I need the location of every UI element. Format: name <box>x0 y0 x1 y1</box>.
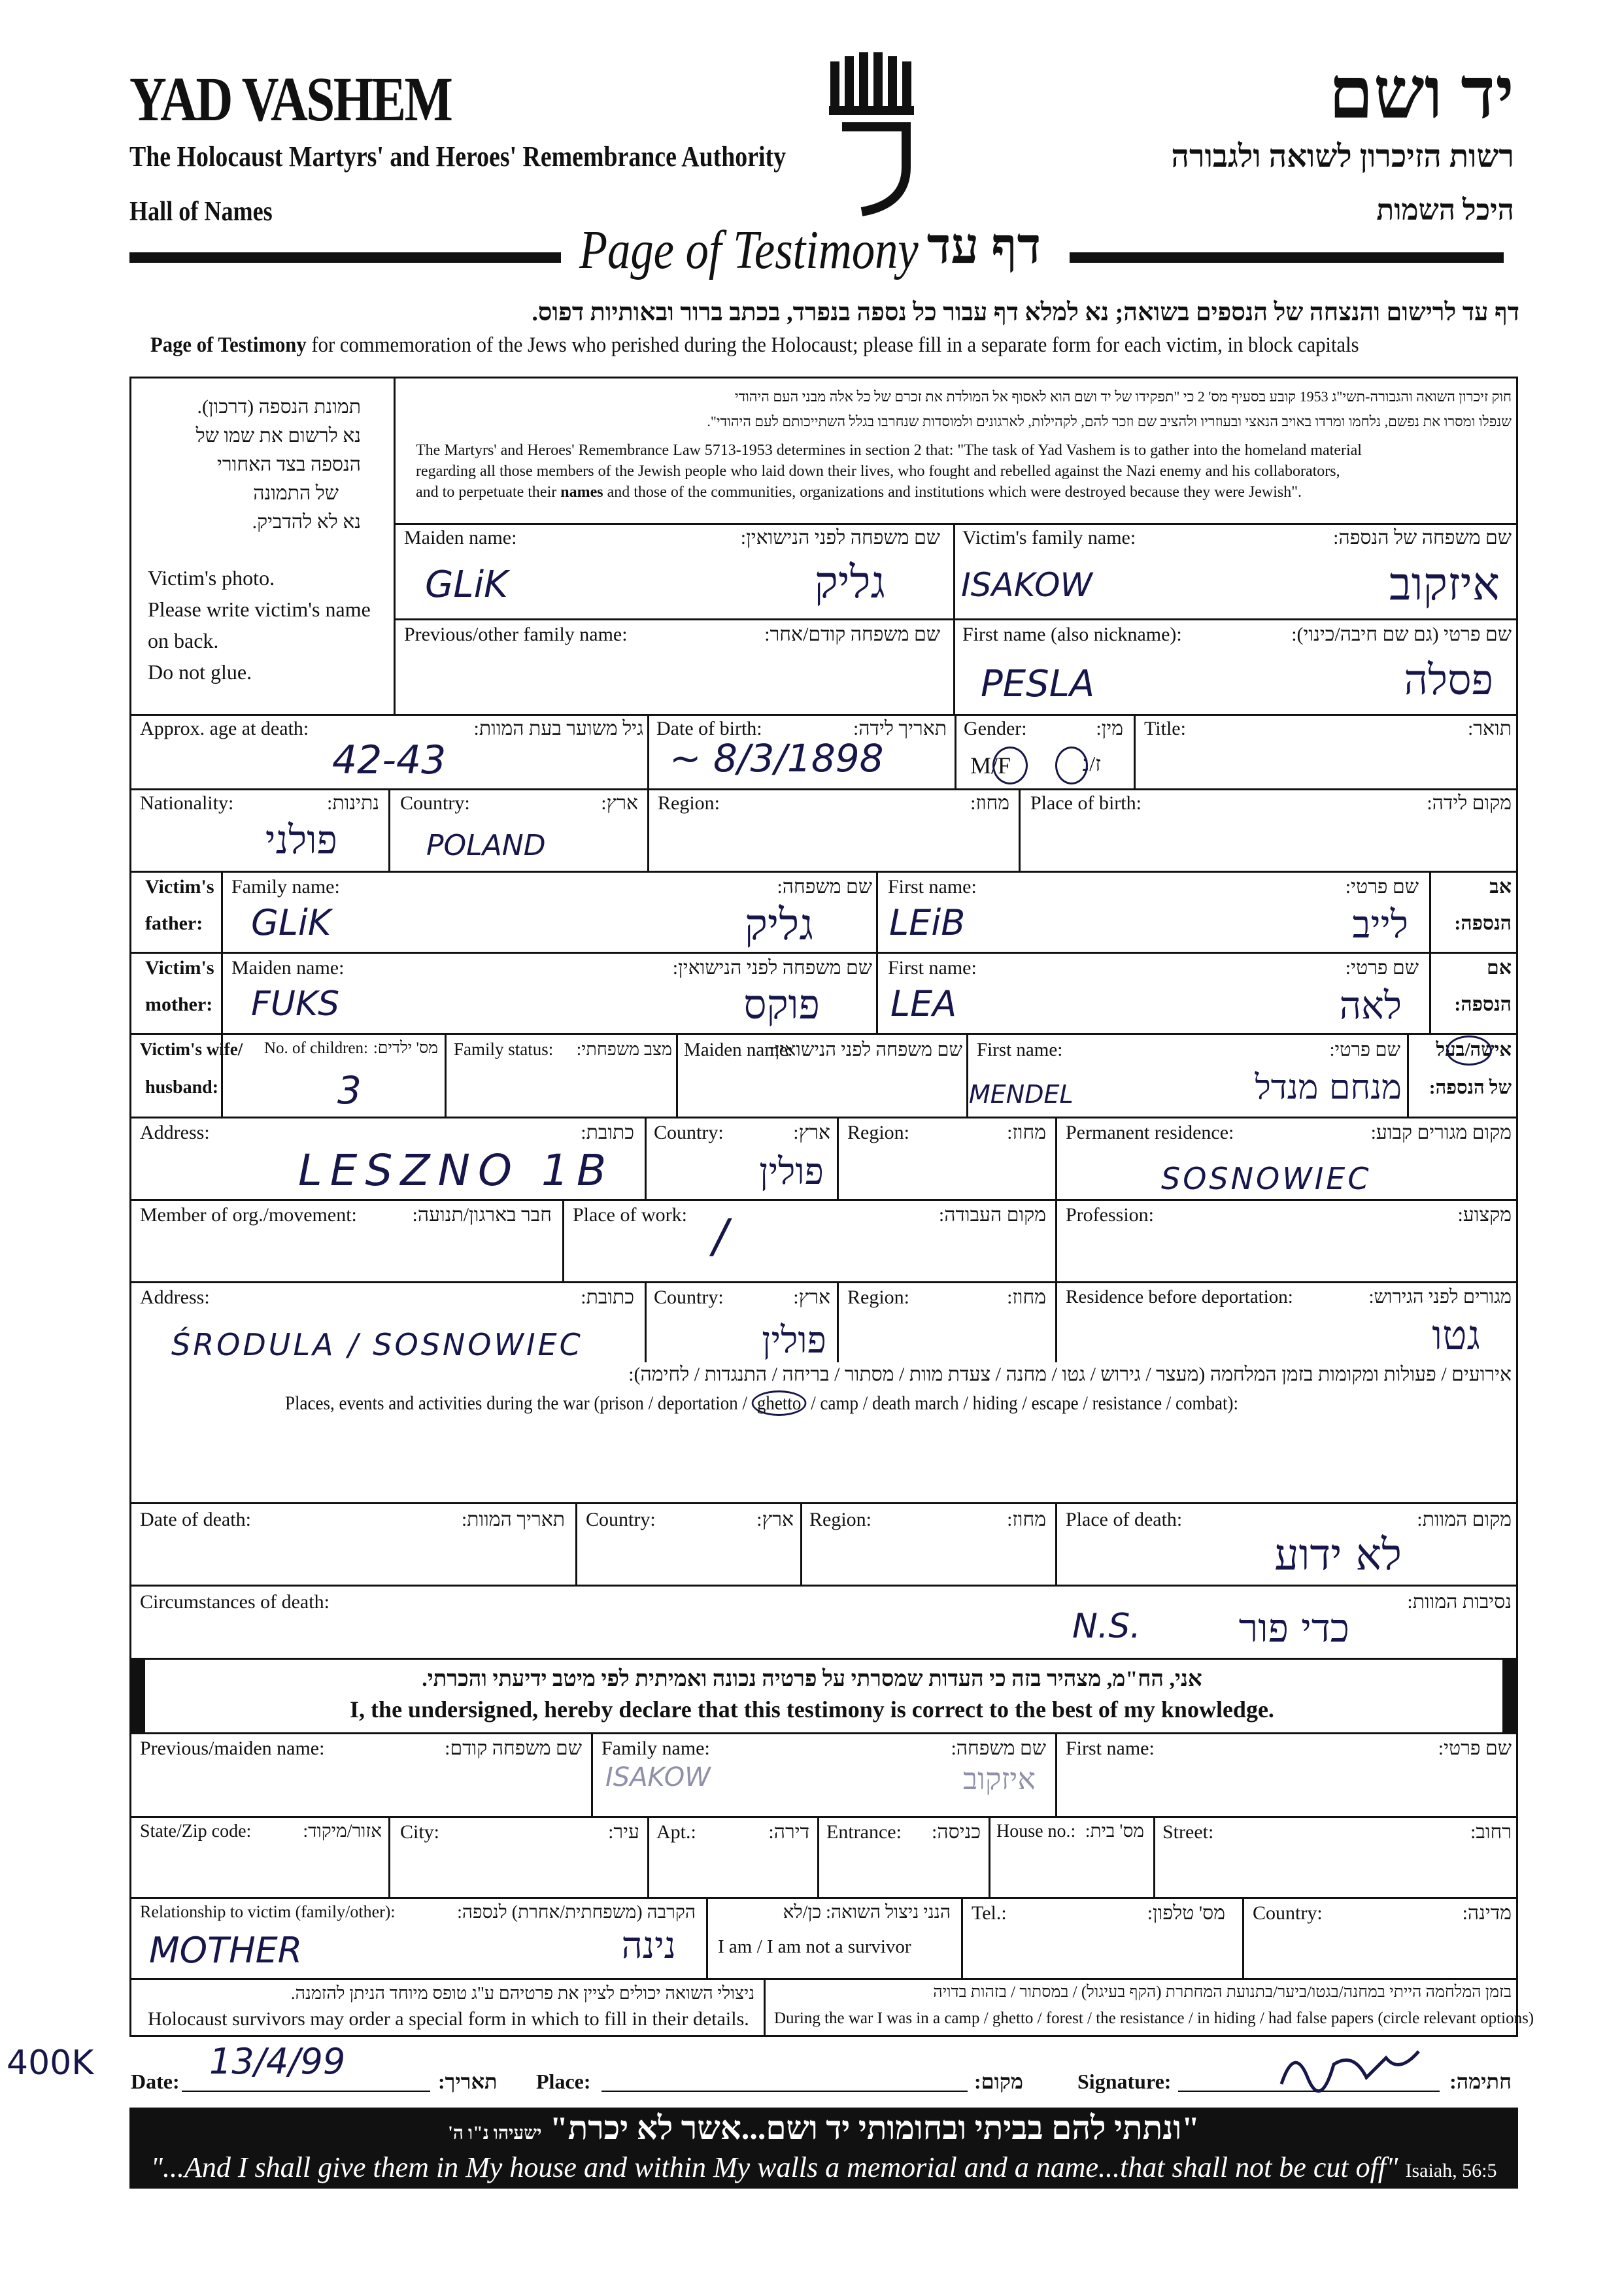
photo-he-1: תמונת הנספה (דרכון). <box>197 396 361 418</box>
divider-sub2-e <box>1153 1816 1155 1897</box>
title-label-he: תואר: <box>1467 718 1512 739</box>
margin-note: 400K <box>7 2043 94 2083</box>
apt-label-he: דירה: <box>768 1821 809 1843</box>
spouse-first-value-en[interactable]: MENDEL <box>969 1080 1074 1109</box>
perm-res-label-he: מקום מגורים קבוע: <box>1370 1122 1512 1143</box>
address-country-value[interactable]: פולין <box>759 1151 824 1193</box>
subtitle-en <box>150 333 1359 358</box>
entrance-label: Entrance: <box>826 1821 902 1843</box>
photo-en-4: Do not glue. <box>148 660 252 684</box>
prev-family-label-he: שם משפחה קודם/אחר: <box>764 624 940 645</box>
divider-sub3-c <box>1242 1897 1244 1978</box>
deport-region-label: Region: <box>847 1286 909 1308</box>
rule-declare-top <box>129 1658 1518 1660</box>
place-label: Place: <box>536 2070 591 2093</box>
family-name-value-en[interactable]: ISAKOW <box>961 566 1092 604</box>
address-region-label: Region: <box>847 1122 909 1143</box>
maiden-name-label: Maiden name: <box>404 527 517 548</box>
verse-he-text: "ונתתי להם בביתי ובחומותי יד ושם...אשר לא יכרת" <box>549 2110 1200 2146</box>
date-label: Date: <box>131 2070 180 2093</box>
children-label: No. of children: <box>264 1039 368 1057</box>
place-label-he: מקום: <box>974 2070 1023 2093</box>
deport-country-label-he: ארץ: <box>793 1286 830 1308</box>
spouse-of-victim-label-he: של הנספה: <box>1429 1077 1512 1098</box>
spouse-maiden-label-he: שם משפחה לפני הנישואין: <box>769 1039 962 1060</box>
form-title-he: דף עד <box>926 219 1041 274</box>
member-label: Member of org./movement: <box>140 1204 357 1226</box>
deport-address-label: Address: <box>140 1286 210 1308</box>
res-before-label: Residence before deportation: <box>1066 1286 1293 1307</box>
rule-notes-top <box>129 1978 1518 1980</box>
victim-family-label: Victim's family name: <box>962 527 1136 548</box>
gender-label: Gender: <box>964 718 1027 739</box>
rule-spouse-top <box>129 1033 1518 1035</box>
nationality-value[interactable]: פולני <box>265 817 337 863</box>
first-name-value-en[interactable]: PESLA <box>981 663 1095 705</box>
title-rule-right <box>1070 252 1504 263</box>
death-region-label-he: מחוז: <box>1007 1509 1046 1530</box>
date-underline <box>182 2091 430 2092</box>
workplace-value[interactable]: / <box>713 1209 728 1263</box>
divider-member-work <box>562 1199 564 1281</box>
family-name-value-he[interactable]: איזקוב <box>1389 557 1500 611</box>
member-label-he: חבר בארגון/תנועה: <box>412 1204 552 1226</box>
relationship-value[interactable]: MOTHER <box>149 1930 303 1971</box>
divider-deport-res <box>1055 1281 1057 1362</box>
divider-sub1-a <box>591 1732 593 1816</box>
verse-en <box>129 2151 1518 2184</box>
prev-family-label: Previous/other family name: <box>404 624 628 645</box>
divider-sub3-b <box>961 1897 963 1978</box>
signature-label-he: חתימה: <box>1449 2070 1512 2093</box>
divider-notes <box>764 1978 766 2037</box>
sub-family-label: Family name: <box>601 1738 710 1759</box>
father-family-label: Family name: <box>231 876 340 898</box>
victims-mother-label-1: Victim's <box>145 957 214 979</box>
country-label: Country: <box>400 792 470 814</box>
address-label: Address: <box>140 1122 210 1143</box>
divider-country-region-2 <box>837 1117 839 1199</box>
photo-he-3: הנספה בצד האחורי <box>217 454 361 475</box>
mother-maiden-value-he[interactable]: פוקס <box>743 981 820 1028</box>
rule-mother-top <box>129 952 1518 954</box>
photo-en-3: on back. <box>148 629 219 652</box>
perm-res-label: Permanent residence: <box>1066 1122 1234 1143</box>
divider-sub3-a <box>706 1897 708 1978</box>
workplace-label-he: מקום העבודה: <box>938 1204 1046 1226</box>
circ-value-en[interactable]: N.S. <box>1072 1607 1141 1646</box>
divider-spouse-he <box>1407 1033 1409 1117</box>
father-first-label: First name: <box>888 876 977 898</box>
subtitle-en-bold: Page of Testimony <box>150 333 307 357</box>
mother-first-value-en[interactable]: LEA <box>890 983 957 1024</box>
house-no-label: House no.: <box>996 1821 1076 1841</box>
father-av-label: אב <box>1489 876 1512 898</box>
mother-em-label: אם <box>1487 957 1512 979</box>
father-first-label-he: שם פרטי: <box>1345 876 1419 898</box>
house-no-label-he: מס' בית: <box>1085 1821 1144 1841</box>
prev-maiden-label: Previous/maiden name: <box>140 1738 325 1759</box>
sub-family-value-en[interactable]: ISAKOW <box>605 1762 711 1792</box>
prev-maiden-label-he: שם משפחה קודם: <box>445 1738 582 1759</box>
law-en-3 <box>416 484 1302 501</box>
dob-value[interactable]: ~ 8/3/1898 <box>669 736 884 781</box>
photo-he-2: נא לרשום את שמו של <box>195 425 361 446</box>
verse-en-text: "...And I shall give them in My house and within My walls a memorial and a name...that shall not be cut off" <box>150 2151 1398 2183</box>
circ-label-he: נסיבות המוות: <box>1407 1591 1512 1613</box>
divider-work-profession <box>1055 1199 1057 1281</box>
mother-first-label-he: שם פרטי: <box>1345 957 1419 979</box>
address-country-label: Country: <box>654 1122 724 1143</box>
death-country-label: Country: <box>586 1509 656 1530</box>
law-en-1: The Martyrs' and Heroes' Remembrance Law 5713-1953 determines in section 2 that: "The task of Yad Vashem is to gather into the homeland material <box>416 442 1362 459</box>
spouse-label-1: Victim's wife/ <box>140 1039 243 1059</box>
victim-family-label-he: שם משפחה של הנספה: <box>1333 527 1512 548</box>
survivor-label-he: הנני ניצול השואה: כן/לא <box>783 1902 951 1923</box>
declare-he: אני, הח"מ, מצהיר בזה כי העדות שמסרתי על פרטיה נכונה ואמיתית לפי מיטב ידיעתי והכרתי. <box>422 1667 1202 1691</box>
divider-father-label <box>221 871 223 1117</box>
father-first-value-he[interactable]: לייב <box>1352 902 1408 947</box>
street-label-he: רחוב: <box>1470 1821 1512 1843</box>
res-before-label-he: מגורים לפני הגירוש: <box>1368 1286 1512 1307</box>
divider-deport-country <box>645 1281 647 1362</box>
address-region-label-he: מחוז: <box>1007 1122 1046 1143</box>
dod-label: Date of death: <box>140 1509 251 1530</box>
divider-spouse-status <box>676 1033 678 1117</box>
rule-deport-top <box>129 1281 1518 1283</box>
divider-sub2-a <box>388 1816 390 1897</box>
family-status-label: Family status: <box>454 1039 554 1059</box>
age-value[interactable]: 42-43 <box>332 737 447 783</box>
death-country-label-he: ארץ: <box>756 1509 794 1530</box>
spouse-first-label: First name: <box>977 1039 1063 1060</box>
law-he-1: חוק זיכרון השואה והגבורה-תשי"ג 1953 קובע בסעיף מס' 2 כי "תפקידו של יד ושם הוא לאסוף אל המולדת את זכרם של כל אלה מבני העם היהודי <box>734 388 1512 405</box>
perm-res-value[interactable]: SOSNOWIEC <box>1161 1161 1372 1196</box>
divider-sub2-c <box>817 1816 819 1897</box>
divider-death-place <box>1055 1502 1057 1585</box>
children-label-he: מס' ילדים: <box>373 1039 438 1057</box>
gender-f-circle <box>992 747 1028 784</box>
wartime-en: During the war I was in a camp / ghetto / forest / the resistance / in hiding / had false papers (circle relevant options) <box>774 2009 1534 2027</box>
circ-value-he[interactable]: כדי פור <box>1238 1605 1349 1651</box>
first-name-nick-label-he: שם פרטי (גם שם חיבה/כינוי): <box>1291 624 1512 645</box>
date-value[interactable]: 13/4/99 <box>209 2041 346 2082</box>
signature-label: Signature: <box>1077 2070 1172 2093</box>
mother-maiden-value-en[interactable]: FUKS <box>251 984 340 1024</box>
verse-he <box>129 2109 1518 2147</box>
maiden-name-value-he[interactable]: גליק <box>814 557 885 609</box>
mother-first-value-he[interactable]: לאה <box>1339 983 1402 1028</box>
rule-member-top <box>129 1199 1518 1201</box>
law-en-3b: names <box>560 484 603 501</box>
relationship-label: Relationship to victim (family/other): <box>140 1902 396 1921</box>
events-ghetto: ghetto <box>752 1390 807 1416</box>
father-family-value-en[interactable]: GLiK <box>251 902 331 943</box>
place-underline <box>601 2091 968 2092</box>
profession-label: Profession: <box>1066 1204 1154 1226</box>
events-en-1: Places, events and activities during the war (prison / deportation / <box>285 1392 752 1414</box>
law-en-2: regarding all those members of the Jewish people who laid down their lives, who fought and rebelled against the Nazi enemy and his collaborators, <box>416 463 1340 480</box>
region-label: Region: <box>658 792 720 814</box>
country-value[interactable]: POLAND <box>426 829 546 862</box>
mother-maiden-label-he: שם משפחה לפני הנישואין: <box>672 957 872 979</box>
title-rule-left <box>129 252 561 263</box>
first-name-value-he[interactable]: פסלה <box>1404 656 1493 705</box>
deport-country-label: Country: <box>654 1286 724 1308</box>
law-he-2: שנפלו ומסרו את נפשם, נלחמו ומרדו באויב הנאצי ובעוזריו ולהציב שם וזכר להם, לקהילות, לארגונים ולמוסדות שנחרבו בגלל השתייכותם לעם היהודי". <box>707 413 1512 429</box>
photo-en-2: Please write victim's name <box>148 597 371 621</box>
entrance-label-he: כניסה: <box>932 1821 981 1843</box>
yad-vashem-logo <box>822 50 927 220</box>
authority-en: The Holocaust Martyrs' and Heroes' Remembrance Authority <box>129 141 787 173</box>
rule-nat-top <box>129 788 1518 790</box>
events-label-he: אירועים / פעולות ומקומות בזמן המלחמה (מעצר / גירוש / גטו / מחנה / צעדת מוות / מסתור / בריחה / התנגדות / לחימה): <box>628 1364 1512 1385</box>
events-label-en <box>285 1392 1238 1415</box>
subtitle-en-rest: for commemoration of the Jews who perished during the Holocaust; please fill in a separate form for each victim, in block capitals <box>311 333 1359 357</box>
victims-father-label-1: Victim's <box>145 876 214 898</box>
res-before-value[interactable]: גטו <box>1432 1311 1480 1359</box>
apt-label: Apt.: <box>656 1821 696 1843</box>
father-first-value-en[interactable]: LEiB <box>889 902 966 943</box>
nationality-label-he: נתינות: <box>327 792 379 814</box>
rule-death-top <box>129 1502 1518 1504</box>
org-name-he: יד ושם <box>1328 54 1514 133</box>
pod-label: Place of death: <box>1066 1509 1183 1530</box>
tel-label-he: מס' טלפון: <box>1147 1902 1225 1924</box>
death-region-label: Region: <box>809 1509 871 1530</box>
gender-he-circle <box>1055 747 1088 784</box>
photo-box-right <box>394 377 396 714</box>
divider-sub1-b <box>1055 1732 1057 1816</box>
photo-en-1: Victim's photo. <box>148 566 275 590</box>
divider-country-region <box>647 788 649 871</box>
rule-sub3-top <box>129 1897 1518 1899</box>
hall-of-names-he: היכל השמות <box>1376 194 1514 226</box>
special-form-en: Holocaust survivors may order a special form in which to fill in their details. <box>148 2008 749 2030</box>
profession-label-he: מקצוע: <box>1457 1204 1512 1226</box>
spouse-first-value-he[interactable]: מנחם מנדל <box>1255 1068 1402 1107</box>
divider-address-country <box>645 1117 647 1199</box>
sub-first-label: First name: <box>1066 1738 1155 1759</box>
father-family-value-he[interactable]: גליק <box>744 899 813 950</box>
nationality-label: Nationality: <box>140 792 234 814</box>
deport-address-label-he: כתובת: <box>581 1286 634 1308</box>
date-label-he: תאריך: <box>438 2070 498 2093</box>
tel-label: Tel.: <box>972 1902 1007 1924</box>
verse-en-ref: Isaiah, 56:5 <box>1405 2160 1497 2181</box>
law-en-3c: and those of the communities, organizations and institutions which were destroyed because they were Jewish". <box>603 484 1302 501</box>
special-form-he: ניצולי השואה יכולים לציין את פרטיהם ע"ג טופס מיוחד הניתן להזמנה. <box>290 1983 754 2003</box>
pod-label-he: מקום המוות: <box>1417 1509 1512 1530</box>
rule-address-top <box>129 1117 1518 1118</box>
divider-age-dob <box>647 714 649 788</box>
photo-he-4: של התמונה <box>253 482 339 504</box>
deport-address-value[interactable]: ŚRODULA / SOSNOWIEC <box>171 1327 583 1362</box>
age-label-he: גיל משוער בעת המוות: <box>473 718 643 739</box>
family-status-label-he: מצב משפחתי: <box>576 1039 672 1059</box>
rule-sub1-top <box>129 1732 1518 1734</box>
sub-family-value-he[interactable]: איזקוב <box>962 1761 1036 1796</box>
state-zip-label: State/Zip code: <box>140 1821 252 1841</box>
address-label-he: כתובת: <box>581 1122 634 1143</box>
husband-circle <box>1446 1035 1492 1066</box>
divider-death-region <box>800 1502 802 1585</box>
workplace-label: Place of work: <box>573 1204 687 1226</box>
deport-country-value[interactable]: פולין <box>762 1319 826 1362</box>
spouse-label-2: husband: <box>145 1077 219 1098</box>
gender-label-he: מין: <box>1096 718 1123 739</box>
relationship-label-he: הקרבה (משפחתית/אחרת) לנספה: <box>457 1902 696 1923</box>
rule-age-top <box>129 714 1518 716</box>
gender-value-he: ז/נ <box>1082 752 1101 775</box>
circ-label: Circumstances of death: <box>140 1591 330 1613</box>
photo-he-5: נא לא להדביק. <box>252 511 361 533</box>
pob-label: Place of birth: <box>1030 792 1142 814</box>
pod-value[interactable]: לא ידוע <box>1274 1530 1402 1580</box>
father-family-label-he: שם משפחה: <box>777 876 872 898</box>
dod-label-he: תאריך המוות: <box>461 1509 565 1530</box>
spouse-maiden-label: Maiden name: <box>684 1039 793 1060</box>
divider-death-country <box>575 1502 577 1585</box>
sub-family-label-he: שם משפחה: <box>951 1738 1046 1759</box>
divider-nat-country <box>388 788 390 871</box>
maiden-name-label-he: שם משפחה לפני הנישואין: <box>740 527 940 548</box>
mother-first-label: First name: <box>888 957 977 979</box>
law-en-3a: and to perpetuate their <box>416 484 561 501</box>
mother-of-victim-label: הנספה: <box>1454 994 1512 1015</box>
address-value[interactable]: LESZNO 1B <box>298 1145 615 1196</box>
spouse-first-label-he: שם פרטי: <box>1329 1039 1400 1060</box>
title-label: Title: <box>1144 718 1186 739</box>
declare-en: I, the undersigned, hereby declare that this testimony is correct to the best of my knowledge. <box>350 1696 1274 1723</box>
father-of-victim-label: הנספה: <box>1454 913 1512 934</box>
relationship-value-he[interactable]: נינה <box>621 1925 676 1967</box>
divider-deport-region <box>837 1281 839 1362</box>
city-label-he: עיר: <box>608 1821 639 1843</box>
rule-names-top <box>394 523 1518 525</box>
divider-sub2-b <box>647 1816 649 1897</box>
state-zip-label-he: אזור/מיקוד: <box>303 1821 382 1841</box>
children-value[interactable]: 3 <box>337 1068 362 1113</box>
rule-circ-top <box>129 1585 1518 1587</box>
country2-label: Country: <box>1253 1902 1323 1924</box>
dob-label: Date of birth: <box>656 718 762 739</box>
wife-husband-label-he: אישה/בעל <box>1436 1039 1512 1060</box>
dob-label-he: תאריך לידה: <box>853 718 947 739</box>
authority-he: רשות הזיכרון לשואה ולגבורה <box>1171 139 1514 174</box>
divider-region-perm <box>1055 1117 1057 1199</box>
divider-sub2-d <box>989 1816 990 1897</box>
rule-father-top <box>129 871 1518 873</box>
age-label: Approx. age at death: <box>140 718 309 739</box>
street-label: Street: <box>1162 1821 1214 1843</box>
country2-label-he: מדינה: <box>1462 1902 1512 1924</box>
address-country-label-he: ארץ: <box>793 1122 830 1143</box>
survivor-label-en[interactable]: I am / I am not a survivor <box>718 1936 911 1957</box>
divider-gender-title <box>1134 714 1136 788</box>
region-label-he: מחוז: <box>970 792 1009 814</box>
mother-maiden-label: Maiden name: <box>231 957 345 979</box>
subtitle-he: דף עד לרישום והנצחה של הנספים בשואה; נא למלא דף עבור כל נספה בנפרד, בכתב ברור ובאותיות דפוס. <box>532 299 1519 326</box>
gender-value[interactable]: M/F <box>970 752 1011 779</box>
city-label: City: <box>400 1821 440 1843</box>
rule-names-mid <box>394 618 1518 620</box>
deport-region-label-he: מחוז: <box>1007 1286 1046 1308</box>
sub-first-label-he: שם פרטי: <box>1438 1738 1512 1759</box>
victims-mother-label-2: mother: <box>145 994 213 1015</box>
wartime-he: בזמן המלחמה הייתי במחנה/בגטו/ביער/בתנועת המחתרת (הקף בעיגול) / במסתור / בזהות בדויה <box>933 1983 1512 2001</box>
divider-region-pob <box>1019 788 1021 871</box>
pob-label-he: מקום לידה: <box>1427 792 1512 814</box>
first-name-nick-label: First name (also nickname): <box>962 624 1182 645</box>
divider-spouse-children <box>445 1033 447 1117</box>
form-title-en: Page of Testimony <box>579 220 919 280</box>
victims-father-label-2: father: <box>145 913 203 934</box>
divider-dob-gender <box>955 714 956 788</box>
divider-spouse-first <box>966 1033 968 1117</box>
hall-of-names-en: Hall of Names <box>129 197 273 227</box>
verse-he-ref: ישעיהו נ"ו ה' <box>448 2123 542 2143</box>
signature-mark[interactable] <box>1275 2038 1425 2097</box>
events-en-2: / camp / death march / hiding / escape / resistance / combat): <box>806 1392 1239 1414</box>
rule-sub2-top <box>129 1816 1518 1818</box>
org-name-en: YAD VASHEM <box>129 64 452 134</box>
country-label-he: ארץ: <box>601 792 638 814</box>
maiden-name-value-en[interactable]: GLiK <box>425 563 508 606</box>
